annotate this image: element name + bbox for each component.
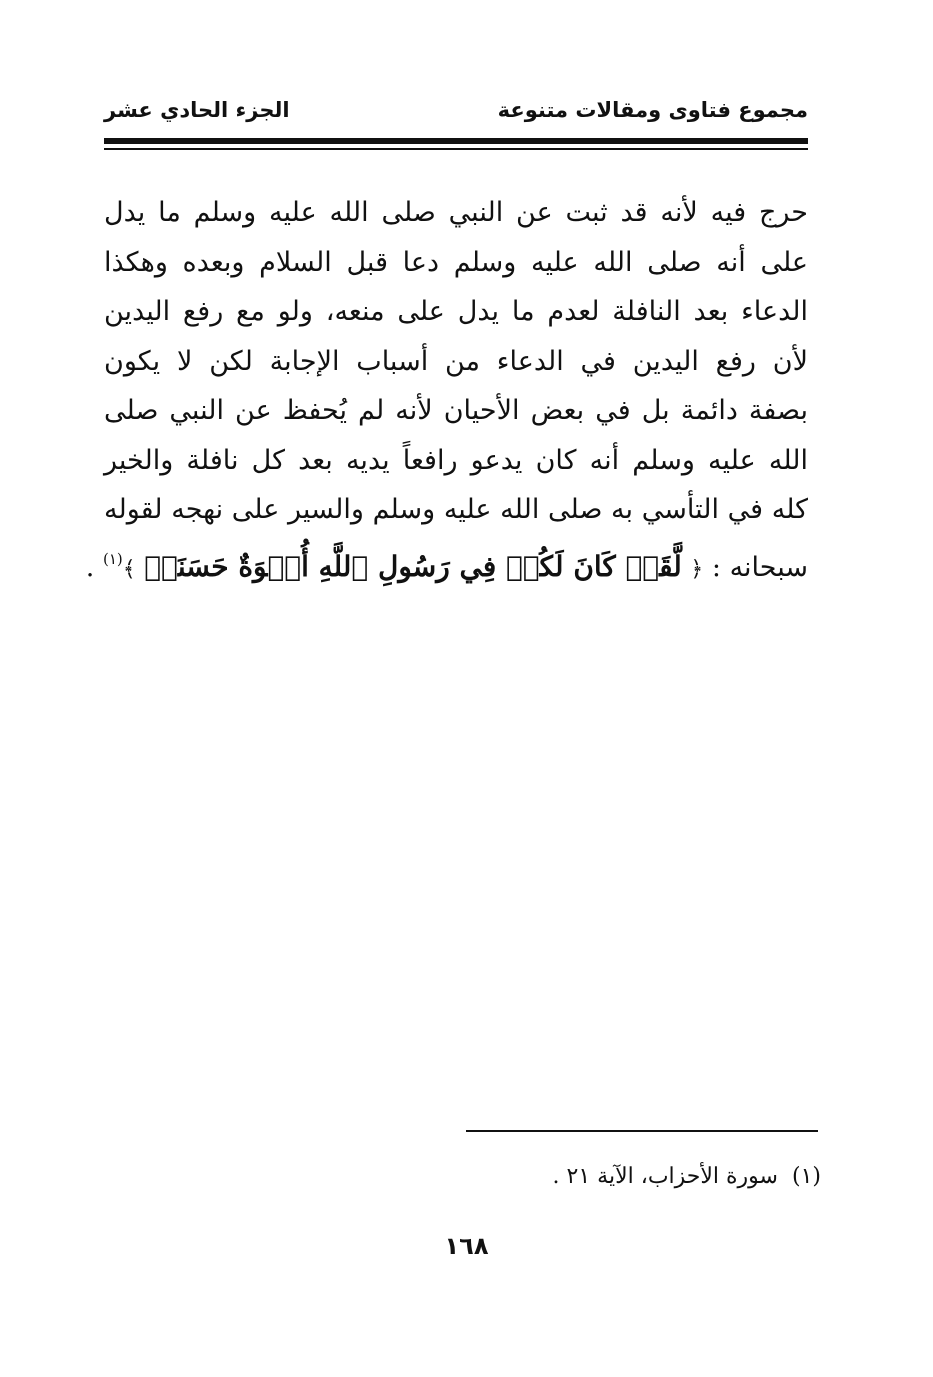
text-line: حرج فيه لأنه قد ثبت عن النبي صلى الله عليه وسلم ما يدل: [104, 197, 808, 228]
text-line: كله في التأسي به صلى الله عليه وسلم والسير على نهجه لقوله: [104, 494, 808, 525]
text-line: بصفة دائمة بل في بعض الأحيان لأنه لم يُحفظ عن النبي صلى: [104, 395, 808, 426]
footnote-text: سورة الأحزاب، الآية ٢١ .: [552, 1164, 778, 1189]
text-line: لأن رفع اليدين في الدعاء من أسباب الإجابة لكن لا يكون: [104, 345, 808, 377]
running-header: [104, 92, 808, 136]
header-rule-thin: [104, 148, 808, 150]
verse-close-bracket: ﴾: [122, 556, 136, 582]
quran-verse: لَّقَدۡ كَانَ لَكُمۡ فِي رَسُولِ ٱللَّهِ أُسۡوَةٌ حَسَنَةٞ: [144, 549, 682, 583]
page-number: ١٦٨: [444, 1232, 489, 1260]
book-title: مجموع فتاوى ومقالات متنوعة: [497, 98, 808, 122]
footnote-separator: [466, 1130, 818, 1132]
footnote-reference: (١): [102, 549, 123, 568]
text-line: الدعاء بعد النافلة لعدم ما يدل على منعه، ولو مع رفع اليدين: [104, 296, 808, 327]
body-text: [85, 188, 808, 584]
verse-open-bracket: ﴿: [690, 556, 704, 582]
text-line: الله عليه وسلم أنه كان يدعو رافعاً يديه بعد كل نافلة والخير: [104, 444, 808, 476]
volume-label: الجزء الحادي عشر: [104, 98, 290, 122]
footnote: [321, 1164, 821, 1189]
sentence-end: .: [85, 551, 95, 583]
text-line-verse: [85, 535, 808, 585]
text-line: على أنه صلى الله عليه وسلم دعا قبل السلام وبعده وهكذا: [104, 246, 808, 278]
verse-intro: سبحانه :: [711, 551, 808, 583]
header-rule-thick: [104, 138, 808, 144]
footnote-number: (١): [791, 1164, 821, 1189]
